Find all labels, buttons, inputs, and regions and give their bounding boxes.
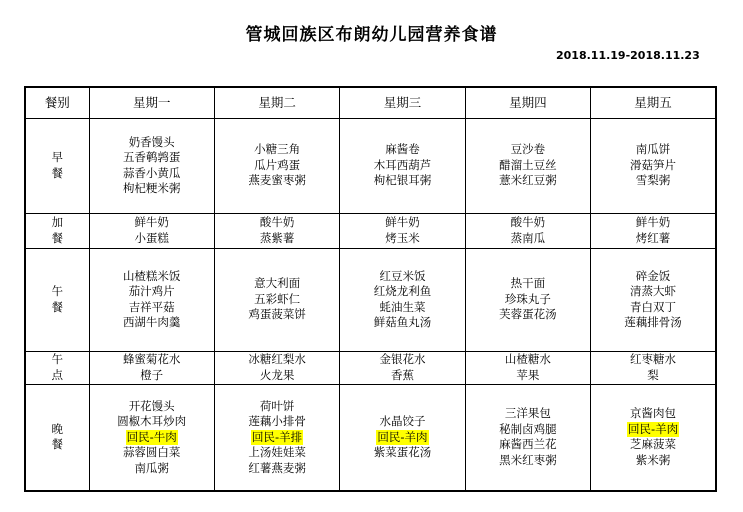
menu-item-text: 圆椒木耳炒肉 [117,414,187,428]
menu-item [466,231,590,247]
menu-item [466,422,590,438]
menu-cell-snack-friday [591,213,716,248]
menu-item [591,406,715,422]
menu-item-text: 芙蓉蛋花汤 [499,307,557,322]
menu-item [591,437,715,453]
menu-item-text: 梨 [647,367,659,382]
menu-item-text: 香蕉 [390,367,414,382]
menu-item-text: 蜂蜜菊花水 [122,352,181,366]
menu-item-text: 蚝油生菜 [379,299,426,314]
menu-item [340,173,464,189]
meal-label-char: 餐 [51,437,63,452]
menu-item [591,368,715,384]
menu-item [90,135,214,151]
header-row [25,87,716,118]
menu-item-text: 醋溜土豆丝 [499,157,557,172]
menu-item [90,461,214,477]
page-title: 管城回族区布朗幼儿园营养食谱 [245,25,498,45]
menu-item [90,399,214,415]
menu-cell-dinner-wednesday [340,384,465,491]
menu-item [591,315,715,331]
menu-item-text: 南瓜粥 [134,460,169,475]
menu-item [90,300,214,316]
menu-item-text: 莲藕小排骨 [248,414,306,428]
menu-item [591,300,715,316]
menu-item [466,158,590,174]
menu-item [215,414,339,430]
menu-item-text: 紫米粥 [635,452,671,467]
menu-item-text: 薏米红豆粥 [499,173,557,188]
menu-item-text: 酸牛奶 [259,215,295,229]
menu-cell-dinner-thursday [465,384,590,491]
menu-item-text: 碎金饭 [635,268,671,283]
row-snack [25,213,716,248]
menu-item [90,269,214,285]
menu-item [340,414,464,430]
menu-item [591,269,715,285]
menu-item-text: 瓜片鸡蛋 [254,157,301,172]
menu-item-text: 吉祥平菇 [128,299,175,314]
menu-item [340,158,464,174]
menu-item [90,414,214,430]
menu-item-text: 金银花水 [379,352,426,366]
menu-item-text: 苹果 [516,367,540,382]
menu-cell-lunch-wednesday [340,248,465,351]
menu-item [90,284,214,300]
menu-cell-breakfast-thursday [465,118,590,213]
menu-item [340,231,464,247]
menu-cell-snack-wednesday [340,213,465,248]
menu-cell-breakfast-tuesday [214,118,339,213]
menu-item-text: 鲜牛奶 [385,215,420,229]
row-afternoon-snack [25,351,716,384]
menu-item [466,368,590,384]
menu-item-text: 清蒸大虾 [630,284,677,298]
menu-cell-lunch-tuesday [214,248,339,351]
meal-label-snack [25,213,89,248]
menu-item [591,453,715,469]
meal-label-breakfast [25,118,89,213]
menu-item [90,231,214,247]
menu-item-text: 鸡蛋菠菜饼 [248,307,306,322]
menu-cell-dinner-tuesday [214,384,339,491]
menu-cell-snack-tuesday [214,213,339,248]
menu-item-text: 蒜香小黄瓜 [122,165,181,180]
menu-item [215,368,339,384]
menu-item-text: 冰糖红梨水 [248,352,306,366]
menu-cell-breakfast-friday [591,118,716,213]
menu-cell-afternoon-snack-wednesday [340,351,465,384]
menu-cell-snack-thursday [465,213,590,248]
menu-cell-breakfast-wednesday [340,118,465,213]
menu-item [340,269,464,285]
meal-label-dinner [25,384,89,491]
menu-item [215,173,339,189]
menu-item [215,158,339,174]
menu-item [466,215,590,231]
menu-item [466,307,590,323]
menu-item [90,215,214,231]
meal-label-char: 餐 [51,299,63,314]
menu-item [90,181,214,197]
menu-item [591,173,715,189]
menu-item [215,231,339,247]
menu-item-text: 南瓜饼 [635,142,671,157]
menu-cell-lunch-thursday [465,248,590,351]
menu-item-text: 红薯燕麦粥 [248,460,306,475]
menu-item-text: 紫菜蛋花汤 [373,445,432,459]
menu-item [591,231,715,247]
menu-item [466,453,590,469]
menu-item-text: 豆沙卷 [510,142,546,157]
meal-label-lunch [25,248,89,351]
menu-table [24,86,717,492]
header-meal-type: 餐别 [25,87,89,118]
menu-item-text: 茄汁鸡片 [128,284,175,298]
menu-item-text: 芝麻菠菜 [630,437,677,452]
menu-item [215,352,339,368]
menu-item [90,368,214,384]
menu-item-text: 小糖三角 [254,142,301,157]
menu-item-text: 奶香馒头 [128,134,175,149]
menu-item-halal [215,430,339,446]
menu-item [215,215,339,231]
menu-item-text: 木耳西葫芦 [373,157,432,172]
menu-item-text: 热干面 [510,276,546,291]
menu-item-text: 开花馒头 [128,398,175,413]
menu-item [340,284,464,300]
meal-label-char: 加 [51,215,63,229]
menu-item-text: 酸牛奶 [510,215,546,229]
menu-item-text: 鲜牛奶 [134,215,169,229]
menu-item [340,315,464,331]
menu-item [466,437,590,453]
menu-item-text: 红豆米饭 [379,268,426,283]
header-wednesday: 星期三 [340,87,465,118]
menu-item-text: 鲜牛奶 [635,215,671,229]
meal-label-char: 晚 [51,421,63,436]
menu-cell-afternoon-snack-monday [89,351,214,384]
meal-label-char: 点 [51,367,63,382]
meal-label-char: 午 [51,284,63,298]
menu-cell-breakfast-monday [89,118,214,213]
menu-cell-dinner-monday [89,384,214,491]
menu-item-text: 麻酱西兰花 [499,437,557,452]
menu-item-text: 山楂糕米饭 [122,268,181,283]
menu-cell-lunch-monday [89,248,214,351]
header-monday: 星期一 [89,87,214,118]
halal-highlight: 回民-羊排 [252,429,303,444]
menu-item-text: 火龙果 [259,367,295,382]
halal-highlight: 回民-牛肉 [126,429,177,444]
menu-item-text: 五彩虾仁 [254,291,301,306]
menu-item-text: 西湖牛肉羹 [122,315,181,329]
menu-item [466,292,590,308]
menu-item-halal [340,430,464,446]
menu-item [215,142,339,158]
menu-item [466,142,590,158]
menu-item [591,158,715,174]
row-breakfast [25,118,716,213]
menu-item [215,461,339,477]
menu-item [215,307,339,323]
menu-item [340,142,464,158]
menu-item [340,445,464,461]
header-tuesday: 星期二 [214,87,339,118]
meal-label-char: 午 [51,352,63,366]
meal-label-char: 餐 [51,165,63,180]
menu-item [591,284,715,300]
menu-item [215,399,339,415]
menu-item-text: 枸杞粳米粥 [122,181,181,195]
menu-item-text: 山楂糖水 [504,352,551,366]
menu-item-text: 鲜菇鱼丸汤 [373,315,432,329]
menu-item-text: 荷叶饼 [259,398,295,413]
menu-item-text: 烤玉米 [385,230,420,245]
menu-item [215,276,339,292]
menu-item-text: 蒜蓉圆白菜 [122,445,181,459]
menu-item-text: 五香鹌鹑蛋 [122,150,181,164]
menu-item [466,173,590,189]
menu-item-text: 蒸南瓜 [510,230,546,245]
menu-item-halal [591,422,715,438]
meal-label-char: 早 [51,150,63,164]
menu-item [340,368,464,384]
menu-cell-afternoon-snack-tuesday [214,351,339,384]
menu-item [215,445,339,461]
meal-label-afternoon-snack [25,351,89,384]
menu-item-text: 青白双丁 [630,299,677,314]
menu-item-text: 京酱肉包 [630,406,677,421]
menu-item [591,142,715,158]
menu-cell-afternoon-snack-thursday [465,351,590,384]
menu-item [466,352,590,368]
menu-item [591,215,715,231]
menu-item [591,352,715,368]
menu-item-text: 上汤娃娃菜 [248,445,306,459]
menu-item-text: 珍珠丸子 [504,291,551,306]
row-dinner [25,384,716,491]
header-friday: 星期五 [591,87,716,118]
menu-item-text: 莲藕排骨汤 [624,315,682,329]
row-lunch [25,248,716,351]
menu-item-text: 小蛋糕 [134,230,169,245]
menu-item [340,352,464,368]
menu-item-halal [90,430,214,446]
menu-cell-afternoon-snack-friday [591,351,716,384]
menu-item [215,292,339,308]
meal-label-char: 餐 [51,230,63,245]
menu-cell-snack-monday [89,213,214,248]
menu-item-text: 秘制卤鸡腿 [499,421,557,436]
menu-item-text: 枸杞银耳粥 [373,173,432,188]
halal-highlight: 回民-羊肉 [627,421,679,436]
menu-item-text: 三洋果包 [504,406,551,421]
halal-highlight: 回民-羊肉 [377,429,428,444]
menu-item-text: 雪梨粥 [635,173,671,188]
menu-item [466,276,590,292]
menu-item [90,352,214,368]
menu-item [90,315,214,331]
menu-item [90,166,214,182]
date-range: 2018.11.19-2018.11.23 [556,49,700,62]
header-thursday: 星期四 [465,87,590,118]
menu-item [90,150,214,166]
menu-item [466,406,590,422]
menu-item-text: 烤红薯 [635,230,671,245]
menu-item [340,300,464,316]
menu-item-text: 蒸紫薯 [259,230,295,245]
menu-item-text: 橙子 [140,367,164,382]
menu-cell-lunch-friday [591,248,716,351]
menu-item-text: 黑米红枣粥 [499,452,557,467]
menu-item [340,215,464,231]
menu-cell-dinner-friday [591,384,716,491]
menu-item-text: 滑菇笋片 [630,157,677,172]
menu-item-text: 意大利面 [254,276,301,291]
menu-item-text: 红烧龙利鱼 [373,284,432,298]
menu-item-text: 燕麦蜜枣粥 [248,173,306,188]
menu-item-text: 红枣糖水 [630,352,677,366]
menu-item [90,445,214,461]
menu-item-text: 水晶饺子 [379,414,426,428]
menu-item-text: 麻酱卷 [385,142,420,157]
